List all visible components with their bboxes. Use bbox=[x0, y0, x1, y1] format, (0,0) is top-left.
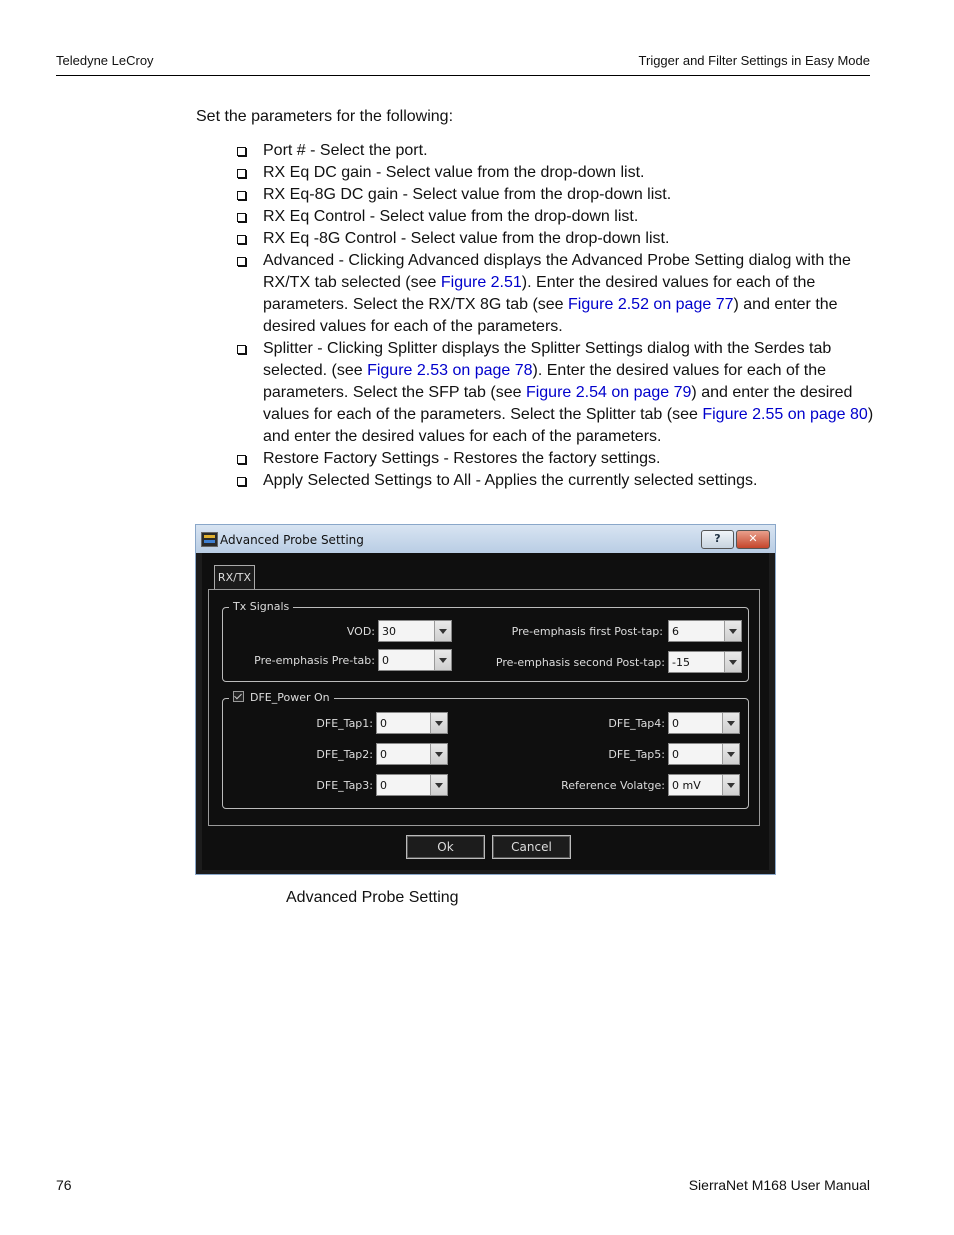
chevron-down-icon[interactable] bbox=[722, 713, 739, 733]
chevron-down-icon[interactable] bbox=[434, 650, 451, 670]
checkbox-bullet-icon bbox=[237, 455, 246, 464]
chevron-down-icon[interactable] bbox=[724, 652, 741, 672]
checkbox-bullet-icon bbox=[237, 477, 246, 486]
group-title: Tx Signals bbox=[229, 600, 293, 613]
dialog-title-bar[interactable] bbox=[196, 525, 775, 553]
pre-tab-dropdown[interactable]: 0 bbox=[378, 649, 452, 671]
tab-panel bbox=[208, 589, 760, 826]
dfe-power-checkbox[interactable] bbox=[233, 691, 244, 702]
figure-link[interactable]: Figure 2.51 bbox=[440, 274, 522, 291]
checkbox-bullet-icon bbox=[237, 345, 246, 354]
dfe-tap1-label: DFE_Tap1: bbox=[316, 717, 373, 730]
list-item: Port # - Select the port. bbox=[237, 140, 877, 162]
dfe-tap4-dropdown[interactable]: 0 bbox=[668, 712, 740, 734]
list-item: RX Eq Control - Select value from the drop-down list. bbox=[237, 206, 877, 228]
dialog-body bbox=[202, 553, 769, 870]
tx-signals-group bbox=[222, 600, 749, 682]
vod-dropdown[interactable]: 30 bbox=[378, 620, 452, 642]
checkbox-bullet-icon bbox=[237, 191, 246, 200]
reference-voltage-dropdown[interactable]: 0 mV bbox=[668, 774, 740, 796]
running-header-right: Trigger and Filter Settings in Easy Mode bbox=[638, 53, 870, 68]
figure-link[interactable]: Figure 2.52 on page 77 bbox=[568, 296, 734, 313]
list-item: Restore Factory Settings - Restores the factory settings. bbox=[237, 448, 877, 470]
page-number: 76 bbox=[56, 1177, 72, 1193]
pre-tab-label: Pre-emphasis Pre-tab: bbox=[254, 654, 375, 667]
dfe-tap1-dropdown[interactable]: 0 bbox=[376, 712, 448, 734]
close-button[interactable]: ✕ bbox=[736, 530, 770, 549]
chevron-down-icon[interactable] bbox=[430, 775, 447, 795]
list-item: Apply Selected Settings to All - Applies the currently selected settings. bbox=[237, 470, 877, 492]
dfe-tap3-dropdown[interactable]: 0 bbox=[376, 774, 448, 796]
running-footer: SierraNet M168 User Manual bbox=[688, 1177, 870, 1193]
group-title[interactable]: DFE_Power On bbox=[229, 691, 334, 704]
vod-label: VOD: bbox=[346, 625, 375, 638]
list-item: RX Eq DC gain - Select value from the drop-down list. bbox=[237, 162, 877, 184]
dfe-tap3-label: DFE_Tap3: bbox=[316, 779, 373, 792]
chevron-down-icon[interactable] bbox=[430, 744, 447, 764]
checkbox-bullet-icon bbox=[237, 169, 246, 178]
chevron-down-icon[interactable] bbox=[722, 775, 739, 795]
list-item: Advanced - Clicking Advanced displays the Advanced Probe Setting dialog with the RX/TX tab selected (see Figure 2.51). Enter the desired values for each of the parameters. Select the RX/TX 8G tab (see Figure 2.52 on page 77) and enter the desired values for each of the parameters. bbox=[237, 250, 877, 338]
chevron-down-icon[interactable] bbox=[430, 713, 447, 733]
checkbox-bullet-icon bbox=[237, 257, 246, 266]
list-item: Splitter - Clicking Splitter displays the Splitter Settings dialog with the Serdes tab selected. (see Figure 2.53 on page 78). Enter the desired values for each of the parameters. Select the SFP tab (see Figure 2.54 on page 79) and enter the desired values for each of the parameters. Select the Splitter tab (see Figure 2.55 on page 80) and enter the desired values for each of the parameters. bbox=[237, 338, 877, 448]
dfe-tap5-label: DFE_Tap5: bbox=[608, 748, 665, 761]
post-tap-second-dropdown[interactable]: -15 bbox=[668, 651, 742, 673]
chevron-down-icon[interactable] bbox=[434, 621, 451, 641]
dfe-tap2-label: DFE_Tap2: bbox=[316, 748, 373, 761]
figure-link[interactable]: Figure 2.53 on page 78 bbox=[367, 362, 533, 379]
dfe-tap4-label: DFE_Tap4: bbox=[608, 717, 665, 730]
list-item: RX Eq -8G Control - Select value from the drop-down list. bbox=[237, 228, 877, 250]
figure-caption: Advanced Probe Setting bbox=[286, 889, 459, 906]
checkbox-bullet-icon bbox=[237, 213, 246, 222]
list-item: RX Eq-8G DC gain - Select value from the drop-down list. bbox=[237, 184, 877, 206]
post-tap-first-label: Pre-emphasis first Post-tap: bbox=[511, 625, 663, 638]
dfe-tap2-dropdown[interactable]: 0 bbox=[376, 743, 448, 765]
running-header-left: Teledyne LeCroy bbox=[56, 53, 154, 68]
cancel-button[interactable]: Cancel bbox=[492, 835, 571, 859]
figure-link[interactable]: Figure 2.55 on page 80 bbox=[702, 406, 868, 423]
header-rule bbox=[56, 75, 870, 76]
dialog-title: Advanced Probe Setting bbox=[220, 533, 364, 547]
post-tap-first-dropdown[interactable]: 6 bbox=[668, 620, 742, 642]
advanced-probe-setting-dialog bbox=[195, 524, 776, 875]
tab-rx-tx[interactable]: RX/TX bbox=[214, 565, 255, 590]
checkbox-bullet-icon bbox=[237, 147, 246, 156]
app-icon bbox=[201, 532, 218, 547]
figure-link[interactable]: Figure 2.54 on page 79 bbox=[525, 384, 692, 401]
post-tap-second-label: Pre-emphasis second Post-tap: bbox=[495, 656, 665, 669]
dfe-tap5-dropdown[interactable]: 0 bbox=[668, 743, 740, 765]
ok-button[interactable]: Ok bbox=[406, 835, 485, 859]
chevron-down-icon[interactable] bbox=[722, 744, 739, 764]
reference-voltage-label: Reference Volatge: bbox=[561, 779, 665, 792]
help-button[interactable]: ? bbox=[701, 530, 734, 549]
dfe-power-group bbox=[222, 691, 749, 809]
chevron-down-icon[interactable] bbox=[724, 621, 741, 641]
intro-text: Set the parameters for the following: bbox=[196, 108, 454, 125]
checkbox-bullet-icon bbox=[237, 235, 246, 244]
parameter-list bbox=[237, 140, 877, 492]
